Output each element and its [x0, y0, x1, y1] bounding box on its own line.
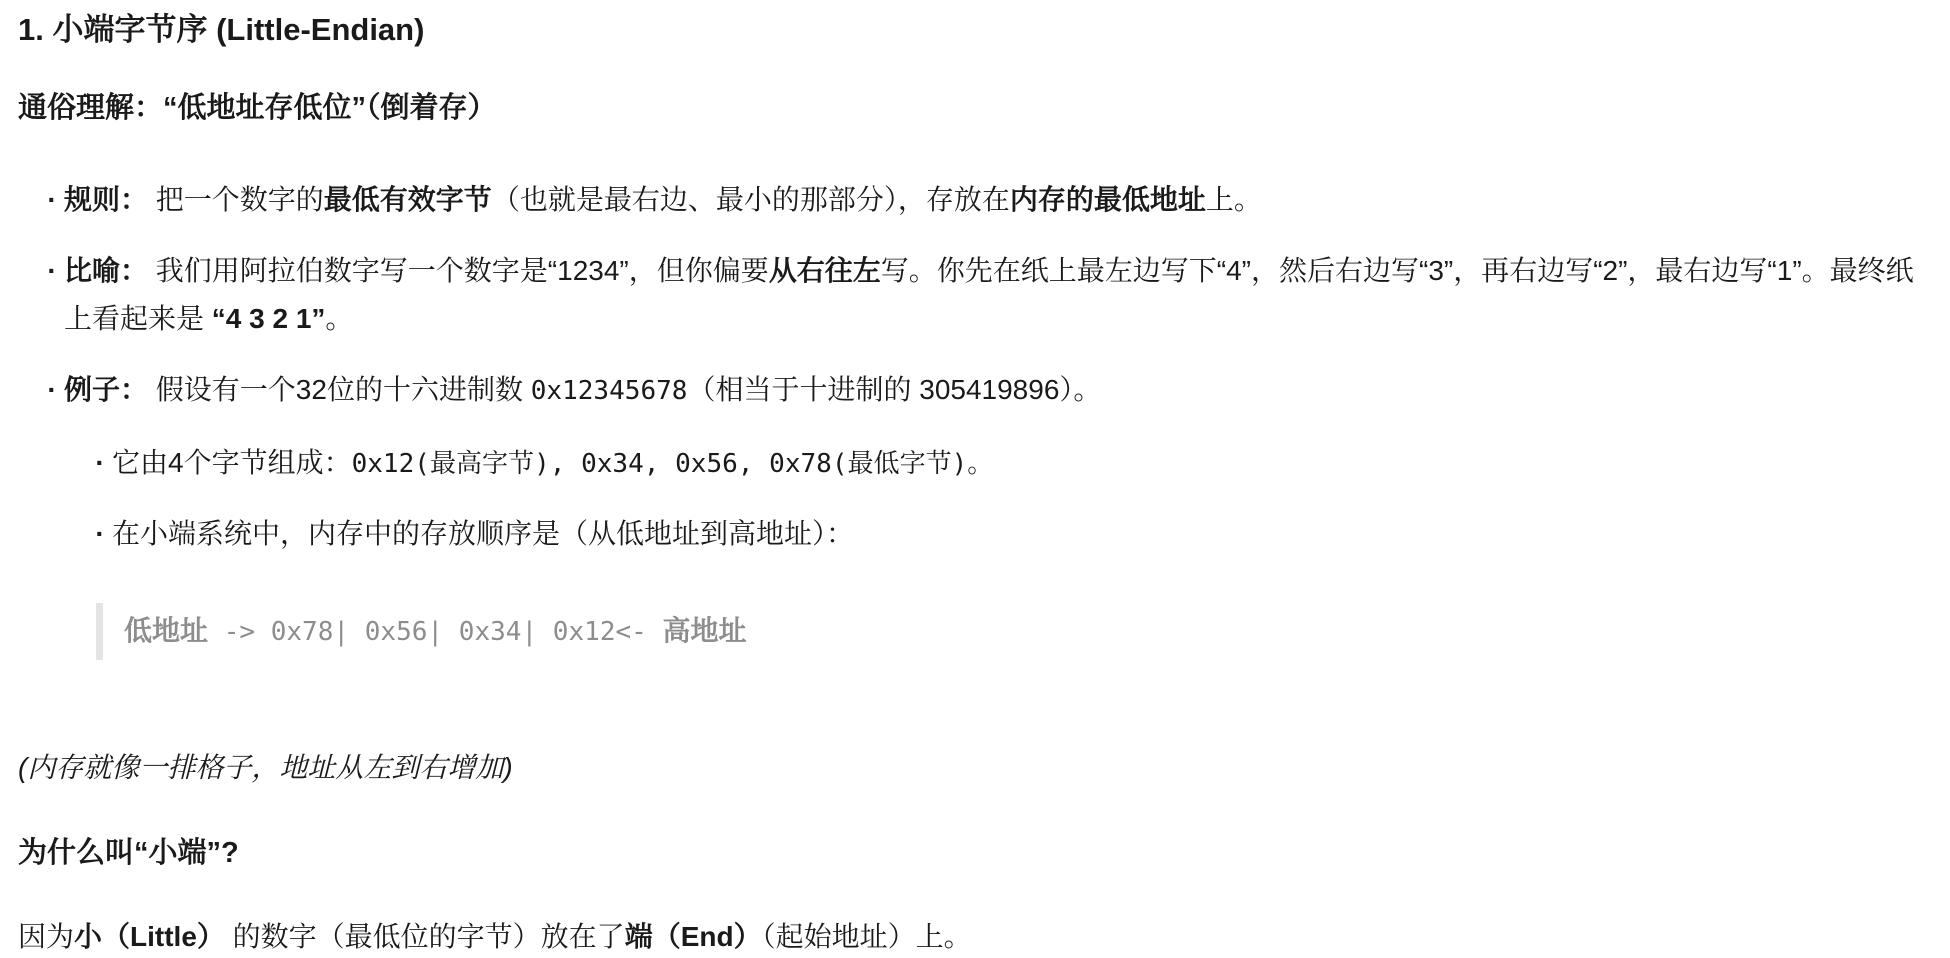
text-segment: 因为	[18, 921, 75, 952]
text-segment: （也就是最右边、最小的那部分），存放在	[491, 184, 1010, 215]
text-segment: 最低有效字节	[323, 184, 492, 215]
blockquote	[96, 603, 1930, 660]
text-segment: 0x12(最高字节), 0x34, 0x56, 0x78(最低字节)。	[351, 449, 994, 479]
text-segment: 在小端系统中，内存中的存放顺序是（从低地址到高地址）：	[112, 518, 855, 549]
text-segment: （相当于十进制的 305419896）。	[687, 374, 1102, 405]
list-item	[18, 176, 1930, 224]
list-item-text	[64, 366, 1930, 580]
subheading: 通俗理解：“低地址存低位”（倒着存）	[18, 92, 497, 124]
text-segment: 规则：	[64, 184, 149, 215]
text-segment: 比喻：	[64, 255, 149, 286]
question-heading: 为什么叫“小端”?	[18, 837, 239, 869]
text-segment: 0x12345678	[530, 376, 688, 406]
blockquote-text	[124, 608, 1930, 655]
conclusion-paragraph	[18, 913, 1930, 958]
text-segment: 例子：	[64, 374, 149, 405]
text-segment: 上。	[1205, 184, 1262, 215]
bullet-icon: ·	[47, 255, 57, 286]
text-segment: 低地址	[124, 615, 209, 646]
list-item	[18, 247, 1930, 343]
bullet-icon: ·	[95, 447, 105, 478]
nested-bullet-list	[64, 439, 1930, 558]
section-heading: 1. 小端字节序 (Little-Endian)	[18, 12, 425, 47]
bullet-icon: ·	[95, 518, 105, 549]
bullet-icon: ·	[47, 374, 57, 405]
text-segment: 我们用阿拉伯数字写一个数字是“1234”，但你偏要	[148, 255, 769, 286]
nested-list-item-text	[112, 510, 1930, 558]
list-item-text	[64, 176, 1930, 224]
text-segment: 小（Little）	[74, 921, 225, 952]
text-segment: 假设有一个32位的十六进制数	[148, 374, 531, 405]
nested-list-item-text	[112, 439, 1930, 488]
text-segment: 内存的最低地址	[1009, 184, 1206, 215]
text-segment: “4 3 2 1”	[211, 303, 326, 334]
text-segment: 写。你先在纸上最左边写下“4”，然后右边写“3”，再右边写“2”，最右边写“1”。最终纸上看起来是	[64, 255, 1914, 334]
text-segment: 从右往左	[768, 255, 881, 286]
text-segment: 。	[325, 303, 354, 334]
list-item-line	[64, 366, 1930, 415]
list-item-text	[64, 247, 1930, 343]
text-segment: 高地址	[662, 615, 747, 646]
text-segment: 端（End）	[624, 921, 762, 952]
bullet-list	[18, 176, 1930, 580]
text-segment: （起始地址）上。	[761, 921, 972, 952]
list-item	[18, 366, 1930, 580]
italic-note: (内存就像一排格子，地址从左到右增加)	[18, 752, 513, 783]
text-segment: -> 0x78| 0x56| 0x34| 0x12<-	[208, 617, 663, 647]
nested-list-item	[64, 439, 1930, 488]
text-segment: 它由4个字节组成：	[112, 447, 352, 478]
text-segment: 的数字（最低位的字节）放在了	[224, 921, 625, 952]
bullet-icon: ·	[47, 184, 57, 215]
nested-list-item	[64, 510, 1930, 558]
text-segment: 把一个数字的	[148, 184, 324, 215]
